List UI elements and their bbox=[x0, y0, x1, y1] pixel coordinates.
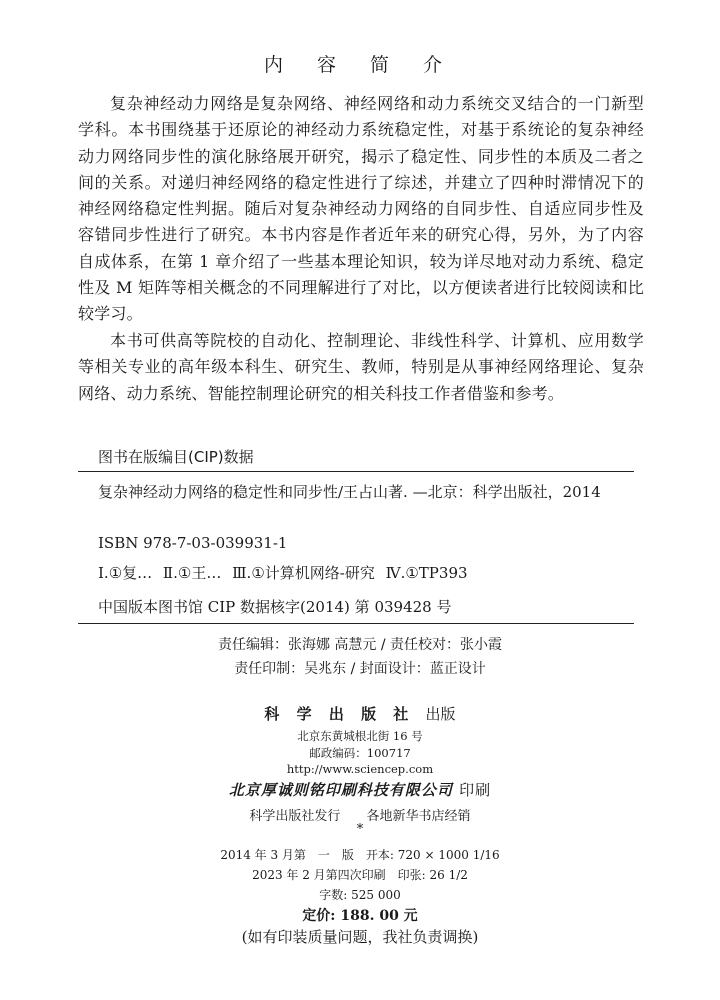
separator-star: * bbox=[356, 822, 364, 837]
cip-isbn: ISBN 978-7-03-039931-1 bbox=[98, 534, 288, 552]
publisher-line bbox=[0, 703, 720, 724]
edition-line-1: 2014 年 3 月第 一 版 开本: 720 × 1000 1/16 bbox=[220, 848, 500, 862]
page-title: 内 容 简 介 bbox=[263, 54, 457, 76]
cip-bottom-rule bbox=[78, 623, 634, 624]
printer-suffix: 印刷 bbox=[459, 781, 492, 799]
intro-paragraph-2: 本书可供高等院校的自动化、控制理论、非线性科学、计算机、应用数学等相关专业的高年级本科生、研究生、教师，特别是从事神经网络理论、复杂网络、动力系统、智能控制理论研究的相关科技工作者借鉴和参考。 bbox=[78, 331, 644, 403]
word-count: 字数: 525 000 bbox=[319, 888, 401, 902]
credits-production: 责任印制：吴兆东 / 封面设计：蓝正设计 bbox=[234, 661, 486, 677]
cip-verification: 中国版本图书馆 CIP 数据核字(2014) 第 039428 号 bbox=[98, 598, 452, 616]
edition-line-2: 2023 年 2 月第四次印刷 印张: 26 1/2 bbox=[252, 868, 468, 882]
cip-top-rule bbox=[78, 471, 634, 472]
cip-record: 复杂神经动力网络的稳定性和同步性/王占山著. —北京：科学出版社，2014 bbox=[98, 483, 601, 501]
distribution-line: 科学出版社发行 各地新华书店经销 bbox=[249, 809, 471, 824]
publisher-suffix: 出版 bbox=[425, 705, 456, 723]
publisher-website: http://www.sciencep.com bbox=[286, 762, 434, 776]
cip-classification: Ⅰ.①复… Ⅱ.①王… Ⅲ.①计算机网络-研究 Ⅳ.①TP393 bbox=[98, 564, 468, 582]
publisher-address: 北京东黄城根北街 16 号 bbox=[297, 729, 423, 743]
quality-notice: (如有印装质量问题，我社负责调换) bbox=[241, 928, 479, 946]
printer-name: 北京厚诚则铭印刷科技有限公司 bbox=[228, 781, 453, 799]
credits-editors: 责任编辑：张海娜 高慧元 / 责任校对：张小霞 bbox=[217, 637, 503, 653]
publisher-postcode: 邮政编码：100717 bbox=[309, 746, 411, 760]
cip-heading: 图书在版编目(CIP)数据 bbox=[98, 448, 254, 466]
intro-paragraph-1: 复杂神经动力网络是复杂网络、神经网络和动力系统交叉结合的一门新型学科。本书围绕基于还原论的神经动力系统稳定性，对基于系统论的复杂神经动力网络同步性的演化脉络展开研究，揭示了稳定性、同步性的本质及二者之间的关系。对递归神经网络的稳定性进行了综述，并建立了四种时滞情况下的神经网络稳定性判据。随后对复杂神经动力网络的自同步性、自适应同步性及容错同步性进行了研究。本书内容是作者近年来的研究心得，另外，为了内容自成体系，在第 1 章介绍了一些基本理论知识，较为详尽地对动力系统、稳定性及 M 矩阵等相关概念的不同理解进行了对比，以方便读者进行比较阅读和比较学习。 bbox=[78, 94, 644, 324]
price: 定价: 188. 00 元 bbox=[302, 908, 418, 924]
publisher-name: 科 学 出 版 社 bbox=[264, 705, 415, 723]
printer-line bbox=[0, 779, 720, 800]
